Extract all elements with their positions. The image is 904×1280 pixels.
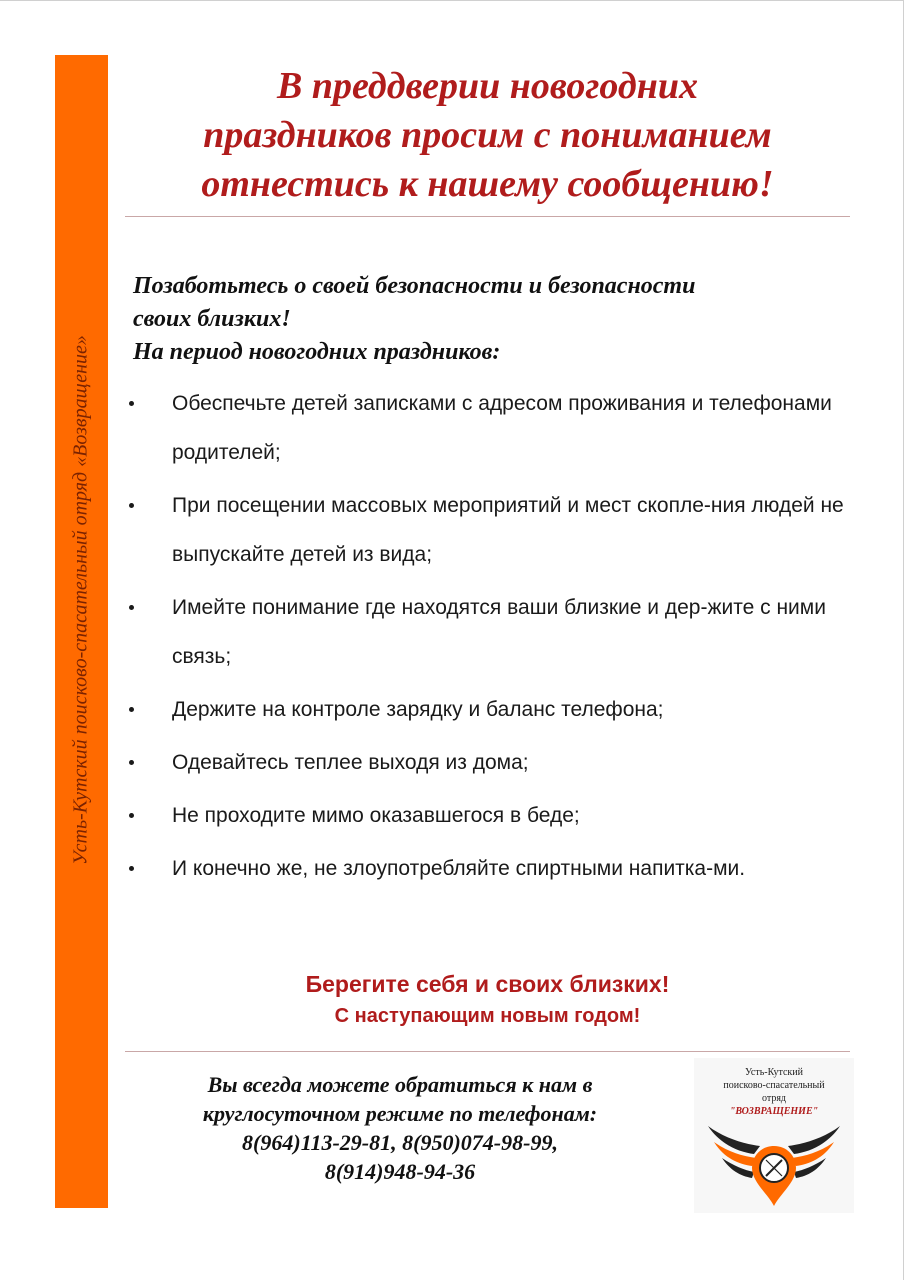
list-item xyxy=(125,379,845,477)
intro-line-2: своих близких! xyxy=(133,306,291,332)
headline-line-2: праздников просим с пониманием xyxy=(203,114,772,156)
bullet-icon xyxy=(129,401,134,406)
list-item xyxy=(125,685,845,734)
headline-line-1: В преддверии новогодних xyxy=(277,65,698,107)
team-logo xyxy=(694,1058,854,1213)
intro-line-1: Позаботьтесь о своей безопасности и безопасности xyxy=(133,273,696,299)
logo-line-1: Усть-Кутский xyxy=(745,1067,803,1078)
list-item-text: При посещении массовых мероприятий и мест скопле-ния людей не выпускайте детей из вида; xyxy=(172,494,844,566)
contact-line-1: Вы всегда можете обратиться к нам в xyxy=(207,1072,593,1097)
logo-line-2: поисково-спасательный xyxy=(723,1080,825,1091)
slogan-line-2: С наступающим новым годом! xyxy=(334,1005,641,1027)
headline xyxy=(125,62,850,209)
logo-line-3: отряд xyxy=(761,1093,787,1104)
bullet-icon xyxy=(129,605,134,610)
slogan-line-1: Берегите себя и своих близких! xyxy=(305,971,670,997)
headline-line-3: отнестись к нашему сообщению! xyxy=(201,163,774,205)
list-item-text: Одевайтесь теплее выходя из дома; xyxy=(172,751,529,774)
list-item xyxy=(125,738,845,787)
list-item xyxy=(125,844,845,893)
bullet-icon xyxy=(129,866,134,871)
bullet-icon xyxy=(129,813,134,818)
bullet-icon xyxy=(129,503,134,508)
intro-paragraph xyxy=(133,270,853,369)
list-item xyxy=(125,481,845,579)
list-item xyxy=(125,791,845,840)
winged-compass-icon xyxy=(694,1116,854,1211)
list-item xyxy=(125,583,845,681)
side-vertical-caption: Усть-Кутский поисково-спасательный отряд «Возвращение» xyxy=(69,335,92,865)
bottom-divider xyxy=(125,1051,850,1052)
contact-block xyxy=(150,1070,650,1186)
top-divider xyxy=(125,216,850,217)
logo-line-4: "ВОЗВРАЩЕНИЕ" xyxy=(729,1106,819,1117)
list-item-text: Обеспечьте детей записками с адресом проживания и телефонами родителей; xyxy=(172,392,832,464)
slogan xyxy=(125,968,850,1032)
list-item-text: Имейте понимание где находятся ваши близкие и дер-жите с ними связь; xyxy=(172,596,826,668)
contact-phones-1: 8(964)113-29-81, 8(950)074-98-99, xyxy=(242,1130,558,1155)
intro-line-3: На период новогодних праздников: xyxy=(133,339,501,365)
list-item-text: И конечно же, не злоупотребляйте спиртными напитка-ми. xyxy=(172,857,746,880)
bullet-icon xyxy=(129,760,134,765)
bullet-icon xyxy=(129,707,134,712)
contact-phones-2: 8(914)948-94-36 xyxy=(324,1159,476,1184)
contact-line-2: круглосуточном режиме по телефонам: xyxy=(202,1101,598,1126)
list-item-text: Не проходите мимо оказавшегося в беде; xyxy=(172,804,580,827)
list-item-text: Держите на контроле зарядку и баланс телефона; xyxy=(172,698,664,721)
advice-list xyxy=(125,379,845,897)
